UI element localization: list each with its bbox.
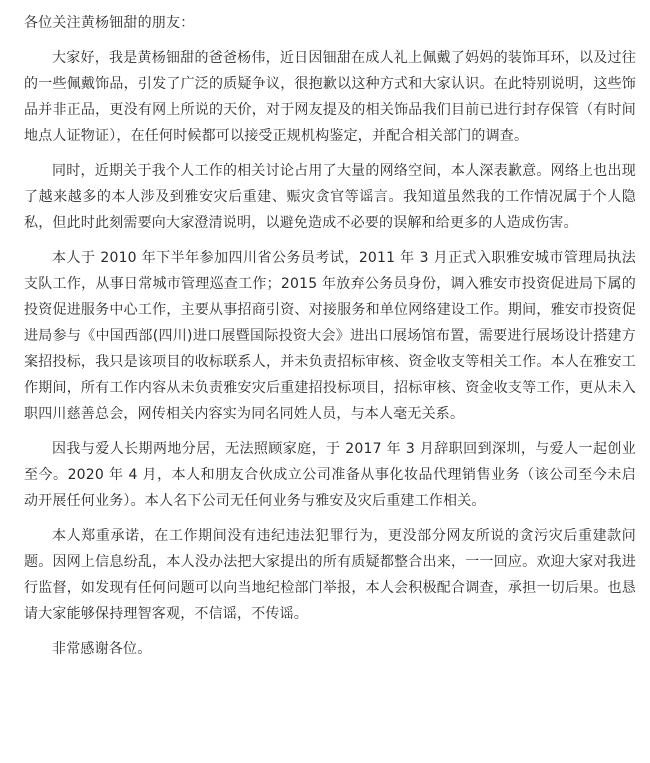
letter-salutation: 各位关注黄杨钿甜的朋友： xyxy=(24,15,195,31)
letter-closing: 非常感谢各位。 xyxy=(52,641,152,657)
paragraph-3: 本人于 2010 年下半年参加四川省公务员考试，2011 年 3 月正式入职雅安城市管理局执法支队工作，从事日常城市管理巡查工作；2015 年放弃公务员身份，调入雅安市投资促进局下属的投资促进服务中心工作，主要从事招商引资、对接服务和单位网络建设工作。期间，雅安市投资促进局参与《中国西部(四川)进口展暨国际投资大会》进出口展场馆布置，需要进行展场设计搭建方案招投标，我只是该项目的收标联系人，并未负责招标审核、资金收支等相关工作。本人在雅安工作期间，所有工作内容从未负责雅安灾后重建招投标项目，招标审核、资金收支等工作，更从未入职四川慈善总会，网传相关内容实为同名同姓人员，与本人毫无关系。 xyxy=(24,250,636,422)
paragraph-2: 同时，近期关于我个人工作的相关讨论占用了大量的网络空间，本人深表歉意。网络上也出现了越来越多的本人涉及到雅安灾后重建、赈灾贪官等谣言。我知道虽然我的工作情况属于个人隐私，但此时此刻需要向大家澄清说明，以避免造成不必要的误解和给更多的人造成伤害。 xyxy=(24,163,636,231)
paragraph-5: 本人郑重承诺，在工作期间没有违纪违法犯罪行为，更没部分网友所说的贪污灾后重建款问题。因网上信息纷乱，本人没办法把大家提出的所有质疑都整合出来，一一回应。欢迎大家对我进行监督，如发现有任何问题可以向当地纪检部门举报，本人会积极配合调查，承担一切后果。也恳请大家能够保持理智客观，不信谣，不传谣。 xyxy=(24,528,636,622)
paragraph-4: 因我与爱人长期两地分居，无法照顾家庭，于 2017 年 3 月辞职回到深圳，与爱人一起创业至今。2020 年 4 月，本人和朋友合伙成立公司准备从事化妆品代理销售业务（该公司至今未启动开展任何业务）。本人名下公司无任何业务与雅安及灾后重建工作相关。 xyxy=(24,441,636,509)
paragraph-1: 大家好，我是黄杨钿甜的爸爸杨伟，近日因钿甜在成人礼上佩戴了妈妈的装饰耳环，以及过往的一些佩戴饰品，引发了广泛的质疑争议，很抱歉以这种方式和大家认识。在此特别说明，这些饰品并非正品，更没有网上所说的天价，对于网友提及的相关饰品我们目前已进行封存保管（有时间地点人证物证），在任何时候都可以接受正规机构鉴定，并配合相关部门的调查。 xyxy=(24,50,636,144)
